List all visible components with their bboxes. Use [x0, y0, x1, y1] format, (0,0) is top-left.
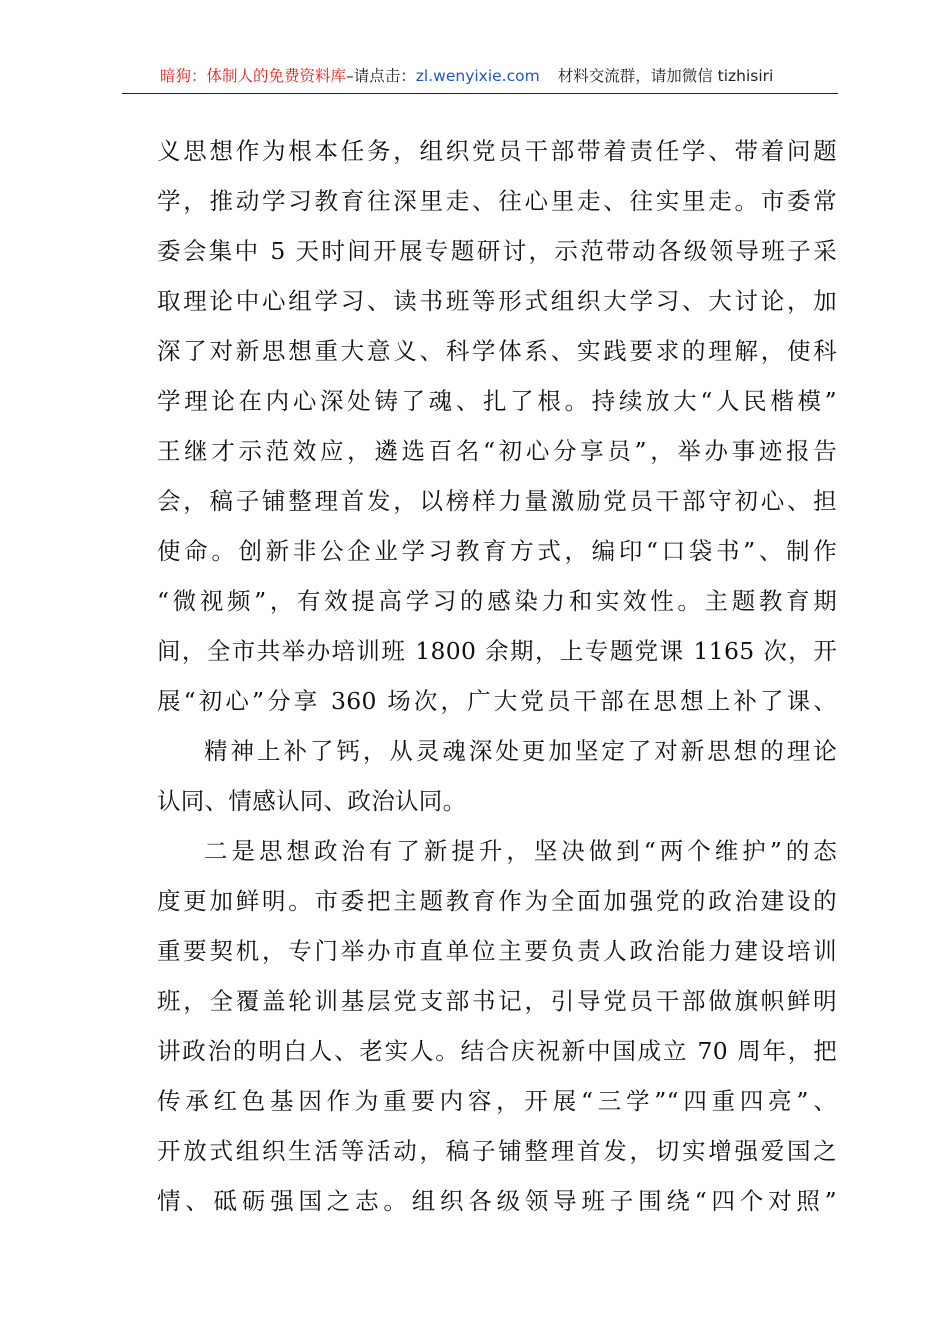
paragraph-1	[157, 126, 837, 726]
text-line: 深了对新思想重大意义、科学体系、实践要求的理解，使科	[157, 337, 837, 365]
text-line: 情、砥砺强国之志。组织各级领导班子围绕“四个对照”	[157, 1187, 837, 1215]
text-line: 开放式组织生活等活动，稿子铺整理首发，切实增强爱国之	[157, 1137, 837, 1165]
text-line: 义思想作为根本任务，组织党员干部带着责任学、带着问题	[157, 137, 837, 165]
header-wechat: 材料交流群，请加微信 tizhisiri	[557, 67, 774, 85]
text-line: 学理论在内心深处铸了魂、扎了根。持续放大“人民楷模”	[157, 387, 837, 415]
text-line: 班，全覆盖轮训基层党支部书记，引导党员干部做旗帜鲜明	[157, 987, 837, 1015]
page-header	[122, 64, 838, 94]
header-brand: 暗狗：体制人的免费资料库	[160, 67, 347, 85]
header-url-link[interactable]: zl.wenyixie.com	[415, 67, 540, 85]
text-line: 展“初心”分享 360 场次，广大党员干部在思想上补了课、	[157, 687, 837, 715]
text-line: 学，推动学习教育往深里走、往心里走、往实里走。市委常	[157, 187, 837, 215]
text-line: 会，稿子铺整理首发，以榜样力量激励党员干部守初心、担	[157, 487, 837, 515]
text-line: 认同、情感认同、政治认同。	[157, 787, 467, 815]
text-line: 讲政治的明白人、老实人。结合庆祝新中国成立 70 周年，把	[157, 1037, 837, 1065]
header-prompt: –请点击：	[346, 67, 416, 85]
text-line: 使命。创新非公企业学习教育方式，编印“口袋书”、制作	[157, 537, 837, 565]
paragraph-3	[157, 826, 837, 1226]
text-line: “微视频”，有效提高学习的感染力和实效性。主题教育期	[157, 587, 837, 615]
text-line: 传承红色基因作为重要内容，开展“三学”“四重四亮”、	[157, 1087, 837, 1115]
text-line: 间，全市共举办培训班 1800 余期，上专题党课 1165 次，开	[157, 637, 837, 665]
paragraph-2	[157, 726, 837, 826]
document-body	[157, 126, 837, 1226]
text-line: 精神上补了钙，从灵魂深处更加坚定了对新思想的理论	[204, 737, 837, 765]
text-line: 度更加鲜明。市委把主题教育作为全面加强党的政治建设的	[157, 887, 837, 915]
text-line: 委会集中 5 天时间开展专题研讨，示范带动各级领导班子采	[157, 237, 837, 265]
text-line: 取理论中心组学习、读书班等形式组织大学习、大讨论，加	[157, 287, 837, 315]
text-line: 重要契机，专门举办市直单位主要负责人政治能力建设培训	[157, 937, 837, 965]
text-line: 二是思想政治有了新提升，坚决做到“两个维护”的态	[204, 837, 837, 865]
text-line: 王继才示范效应，遴选百名“初心分享员”，举办事迹报告	[157, 437, 837, 465]
